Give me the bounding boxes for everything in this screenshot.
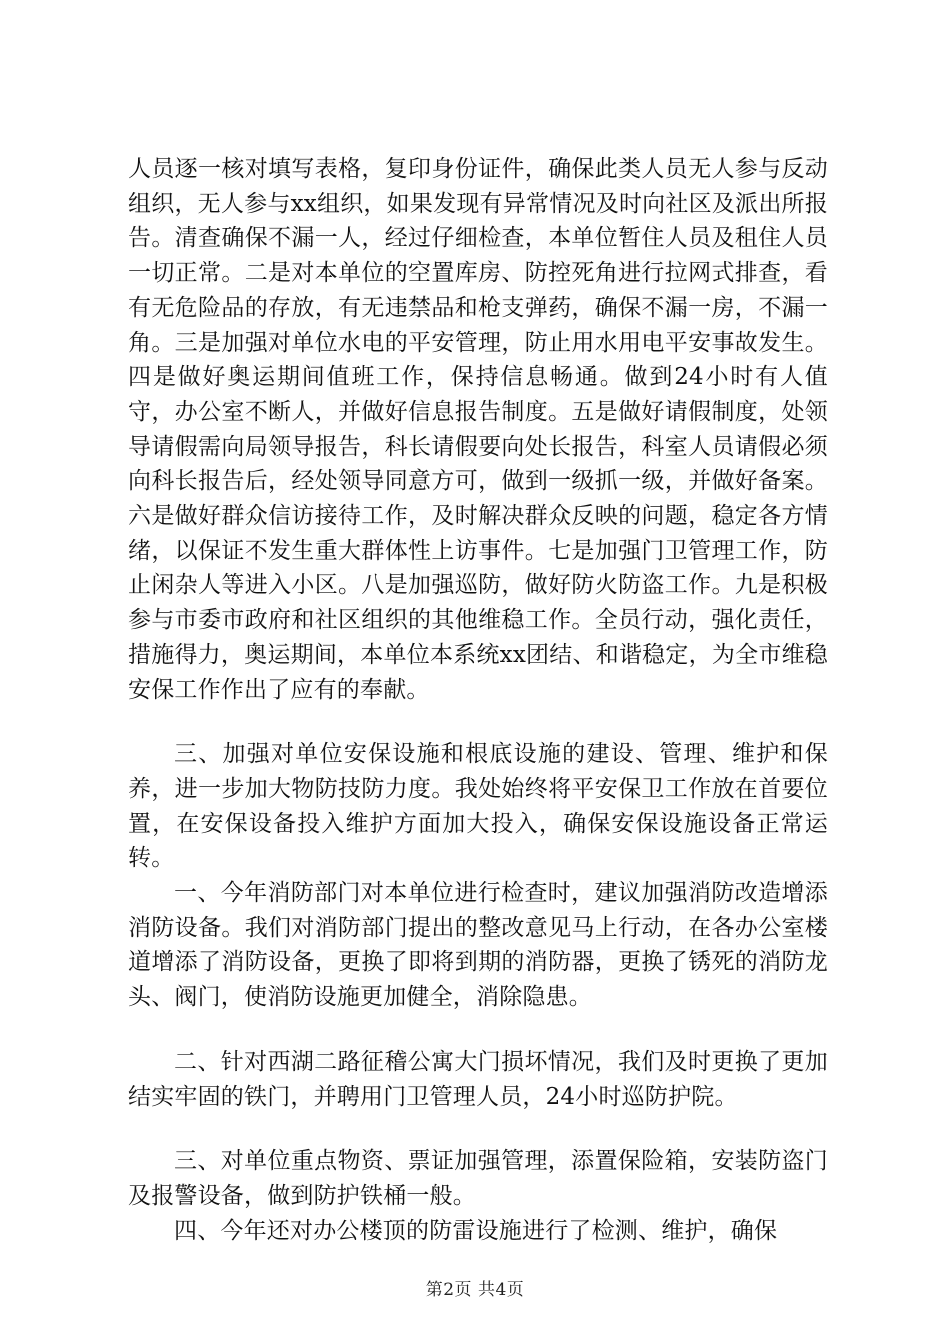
paragraph-2: 三、加强对单位安保设施和根底设施的建设、管理、维护和保养，进一步加大物防技防力度。我处始终将平安保卫工作放在首要位置，在安保设备投入维护方面加大投入，确保安保设施设备正常运转。 bbox=[128, 741, 828, 872]
paragraph-4: 二、针对西湖二路征稽公寓大门损坏情况，我们及时更换了更加结实牢固的铁门，并聘用门卫管理人员，24小时巡防护院。 bbox=[128, 1048, 828, 1110]
paragraph-1: 人员逐一核对填写表格，复印身份证件，确保此类人员无人参与反动组织，无人参与xx组织，如果发现有异常情况及时向社区及派出所报告。清查确保不漏一人，经过仔细检查，本单位暂住人员及租住人员一切正常。二是对本单位的空置库房、防控死角进行拉网式排查，看有无危险品的存放，有无违禁品和枪支弹药，确保不漏一房，不漏一角。三是加强对单位水电的平安管理，防止用水用电平安事故发生。四是做好奥运期间值班工作，保持信息畅通。做到24小时有人值守，办公室不断人，并做好信息报告制度。五是做好请假制度，处领导请假需向局领导报告，科长请假要向处长报告，科室人员请假必须向科长报告后，经处领导同意方可，做到一级抓一级，并做好备案。六是做好群众信访接待工作，及时解决群众反映的问题，稳定各方情绪，以保证不发生重大群体性上访事件。七是加强门卫管理工作，防止闲杂人等进入小区。八是加强巡防，做好防火防盗工作。九是积极参与市委市政府和社区组织的其他维稳工作。全员行动，强化责任，措施得力，奥运期间，本单位本系统xx团结、和谐稳定，为全市维稳安保工作作出了应有的奉献。 bbox=[128, 156, 828, 703]
paragraph-6: 四、今年还对办公楼顶的防雷设施进行了检测、维护，确保 bbox=[174, 1217, 778, 1244]
paragraph-5: 三、对单位重点物资、票证加强管理，添置保险箱，安装防盗门及报警设备，做到防护铁桶一般。 bbox=[128, 1148, 828, 1209]
page-footer: 第2页 共4页 bbox=[425, 1280, 525, 1300]
paragraph-3: 一、今年消防部门对本单位进行检查时，建议加强消防改造增添消防设备。我们对消防部门提出的整改意见马上行动，在各办公室楼道增添了消防设备，更换了即将到期的消防器，更换了锈死的消防龙头、阀门，使消防设施更加健全，消除隐患。 bbox=[128, 880, 828, 1011]
document-body bbox=[128, 152, 828, 1248]
